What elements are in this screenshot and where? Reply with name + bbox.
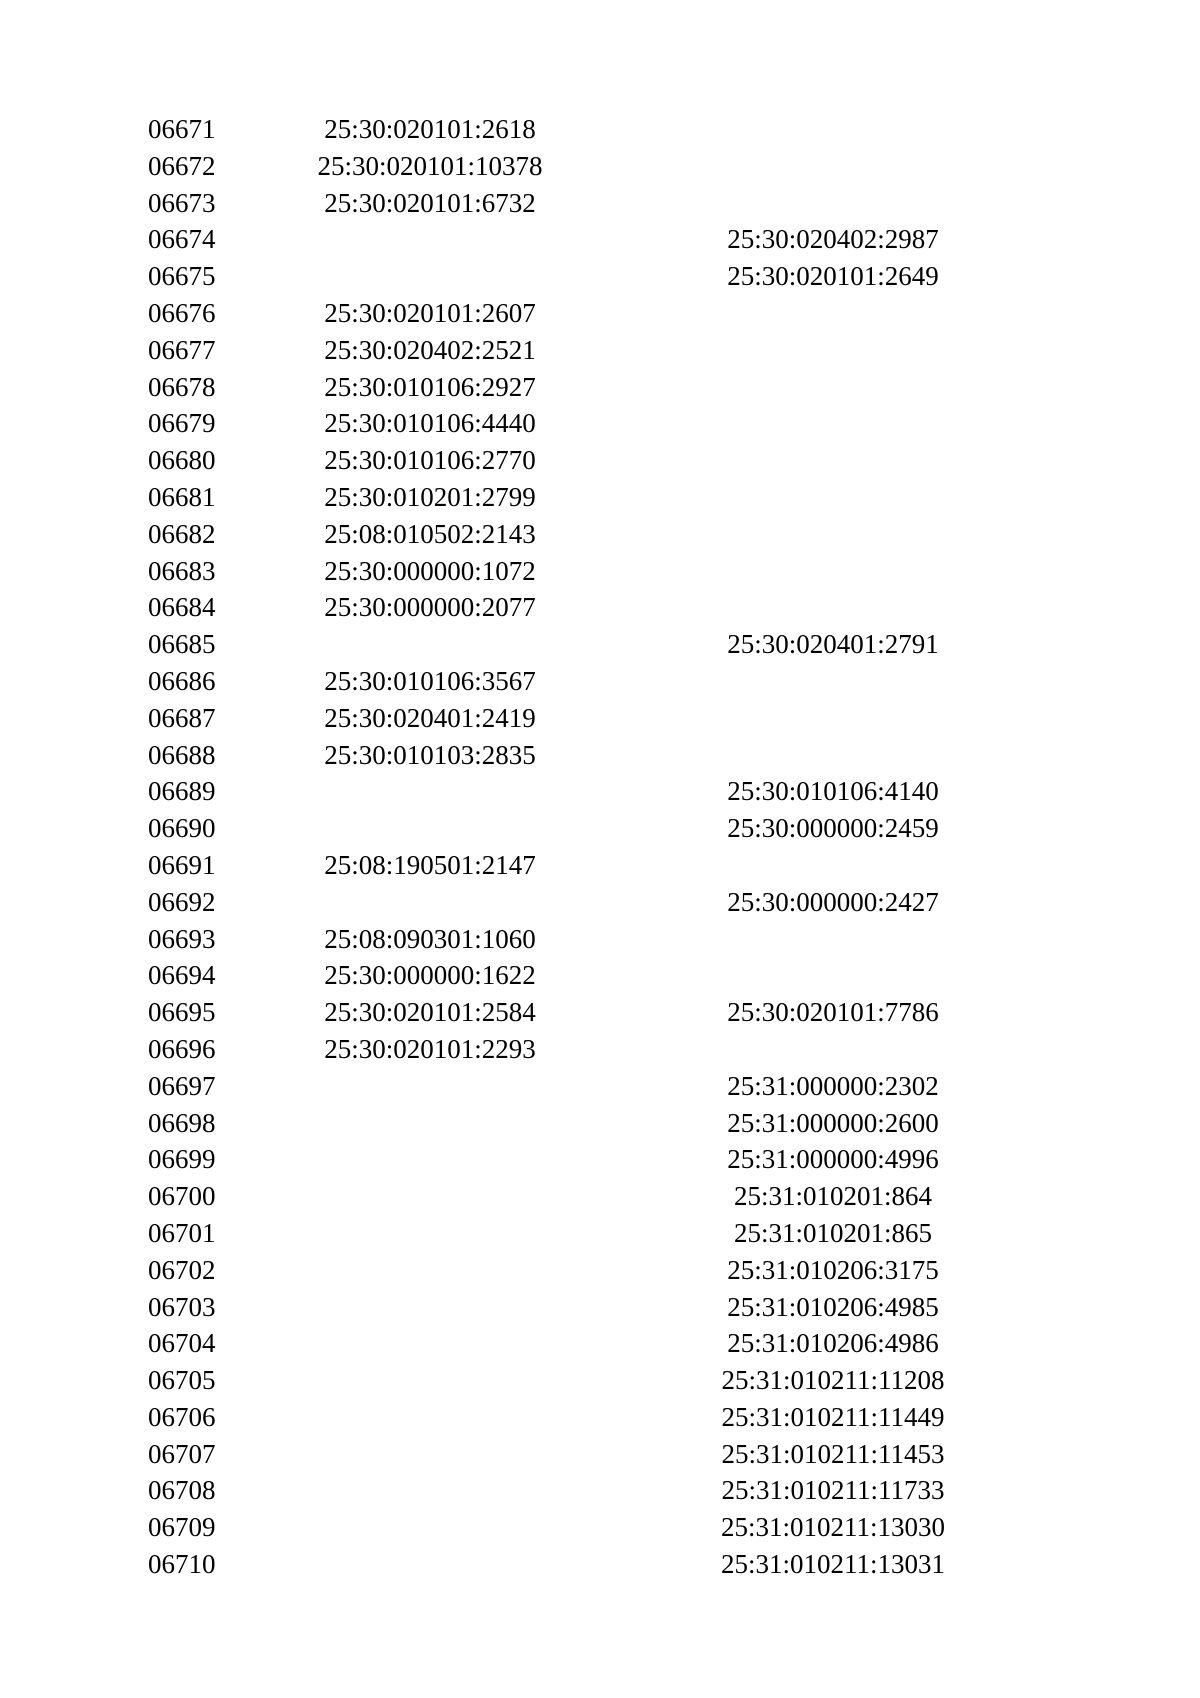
table-row — [0, 810, 1200, 847]
cadastral-number-col-b: 25:31:010211:11733 — [721, 1475, 945, 1506]
cadastral-number-col-b: 25:31:000000:4996 — [727, 1144, 939, 1175]
record-table — [0, 111, 1200, 1583]
record-number: 06706 — [148, 1401, 216, 1432]
cadastral-number-col-a: 25:30:010106:3567 — [324, 665, 536, 696]
record-number: 06704 — [148, 1328, 216, 1359]
table-row — [0, 111, 1200, 148]
record-number: 06708 — [148, 1475, 216, 1506]
table-row — [0, 1252, 1200, 1289]
cadastral-number-col-a: 25:30:020101:2607 — [324, 297, 536, 328]
table-row — [0, 295, 1200, 332]
cadastral-number-col-a: 25:30:010106:2770 — [324, 445, 536, 476]
record-number: 06679 — [148, 408, 216, 439]
table-row — [0, 921, 1200, 958]
table-row — [0, 1031, 1200, 1068]
cadastral-number-col-b: 25:31:010201:865 — [733, 1217, 932, 1248]
table-row — [0, 405, 1200, 442]
record-number: 06677 — [148, 334, 216, 365]
table-row — [0, 148, 1200, 185]
record-number: 06699 — [148, 1144, 216, 1175]
record-number: 06672 — [148, 150, 216, 181]
cadastral-number-col-a: 25:08:090301:1060 — [324, 923, 536, 954]
cadastral-number-col-b: 25:30:020101:2649 — [727, 261, 939, 292]
cadastral-number-col-a: 25:30:020101:10378 — [317, 150, 543, 181]
cadastral-number-col-b: 25:30:010106:4140 — [727, 776, 939, 807]
cadastral-number-col-b: 25:31:010206:4986 — [727, 1328, 939, 1359]
cadastral-number-col-b: 25:31:010211:11208 — [721, 1365, 945, 1396]
record-number: 06676 — [148, 297, 216, 328]
record-number: 06680 — [148, 445, 216, 476]
table-row — [0, 1178, 1200, 1215]
cadastral-number-col-a: 25:30:020101:2584 — [324, 997, 536, 1028]
table-row — [0, 700, 1200, 737]
record-number: 06700 — [148, 1181, 216, 1212]
cadastral-number-col-a: 25:30:020101:2293 — [324, 1033, 536, 1064]
table-row — [0, 185, 1200, 222]
table-row — [0, 1509, 1200, 1546]
table-row — [0, 1105, 1200, 1142]
record-number: 06678 — [148, 371, 216, 402]
table-row — [0, 221, 1200, 258]
record-number: 06690 — [148, 813, 216, 844]
table-row — [0, 1141, 1200, 1178]
cadastral-number-col-a: 25:30:010106:2927 — [324, 371, 536, 402]
record-number: 06710 — [148, 1549, 216, 1580]
record-number: 06709 — [148, 1512, 216, 1543]
record-number: 06686 — [148, 665, 216, 696]
cadastral-number-col-a: 25:30:000000:1622 — [324, 960, 536, 991]
cadastral-number-col-b: 25:31:010211:13030 — [720, 1512, 945, 1543]
cadastral-number-col-b: 25:30:020402:2987 — [727, 224, 939, 255]
table-row — [0, 1215, 1200, 1252]
table-row — [0, 957, 1200, 994]
cadastral-number-col-b: 25:30:020101:7786 — [727, 997, 939, 1028]
cadastral-number-col-b: 25:30:000000:2427 — [727, 886, 939, 917]
cadastral-number-col-a: 25:30:010103:2835 — [324, 739, 536, 770]
cadastral-number-col-b: 25:31:000000:2600 — [727, 1107, 939, 1138]
table-row — [0, 663, 1200, 700]
record-number: 06688 — [148, 739, 216, 770]
record-number: 06684 — [148, 592, 216, 623]
cadastral-number-col-a: 25:30:020401:2419 — [324, 702, 536, 733]
cadastral-number-col-b: 25:31:010211:11449 — [721, 1401, 945, 1432]
record-number: 06695 — [148, 997, 216, 1028]
record-number: 06673 — [148, 187, 216, 218]
cadastral-number-col-a: 25:30:010106:4440 — [324, 408, 536, 439]
table-row — [0, 479, 1200, 516]
table-row — [0, 1399, 1200, 1436]
table-row — [0, 589, 1200, 626]
cadastral-number-col-a: 25:30:020101:2618 — [324, 114, 536, 144]
cadastral-number-col-a: 25:30:010201:2799 — [324, 481, 536, 512]
cadastral-number-col-a: 25:30:000000:2077 — [324, 592, 536, 623]
record-number: 06694 — [148, 960, 216, 991]
record-number: 06674 — [148, 224, 216, 255]
cadastral-number-col-b: 25:31:010211:13031 — [720, 1549, 945, 1580]
record-number: 06682 — [148, 518, 216, 549]
cadastral-number-col-b: 25:31:000000:2302 — [727, 1070, 939, 1101]
record-number: 06683 — [148, 555, 216, 586]
record-number: 06696 — [148, 1033, 216, 1064]
table-row — [0, 884, 1200, 921]
record-number: 06692 — [148, 886, 216, 917]
cadastral-number-col-b: 25:30:000000:2459 — [727, 813, 939, 844]
table-row — [0, 258, 1200, 295]
record-number: 06689 — [148, 776, 216, 807]
record-number: 06705 — [148, 1365, 216, 1396]
table-row — [0, 1068, 1200, 1105]
record-number: 06693 — [148, 923, 216, 954]
cadastral-number-col-b: 25:30:020401:2791 — [727, 629, 939, 660]
record-number: 06698 — [148, 1107, 216, 1138]
record-number: 06691 — [148, 849, 216, 880]
table-row — [0, 737, 1200, 774]
table-row — [0, 994, 1200, 1031]
table-row — [0, 1362, 1200, 1399]
table-row — [0, 442, 1200, 479]
record-number: 06685 — [148, 629, 216, 660]
cadastral-number-col-a: 25:30:000000:1072 — [324, 555, 536, 586]
table-row — [0, 1289, 1200, 1326]
record-number: 06675 — [148, 261, 216, 292]
cadastral-number-col-b: 25:31:010201:864 — [733, 1181, 932, 1212]
table-row — [0, 626, 1200, 663]
cadastral-number-col-a: 25:08:010502:2143 — [324, 518, 536, 549]
table-row — [0, 1546, 1200, 1583]
record-number: 06671 — [148, 114, 216, 144]
cadastral-number-col-b: 25:31:010211:11453 — [721, 1438, 945, 1469]
table-row — [0, 1436, 1200, 1473]
cadastral-number-col-b: 25:31:010206:4985 — [727, 1291, 939, 1322]
record-number: 06701 — [148, 1217, 216, 1248]
cadastral-number-col-a: 25:08:190501:2147 — [324, 849, 536, 880]
record-number: 06702 — [148, 1254, 216, 1285]
table-row — [0, 1325, 1200, 1362]
table-row — [0, 516, 1200, 553]
table-row — [0, 847, 1200, 884]
record-number: 06681 — [148, 481, 216, 512]
cadastral-number-col-a: 25:30:020101:6732 — [324, 187, 536, 218]
table-row — [0, 332, 1200, 369]
table-row — [0, 1472, 1200, 1509]
record-number: 06697 — [148, 1070, 216, 1101]
table-row — [0, 773, 1200, 810]
cadastral-number-col-b: 25:31:010206:3175 — [727, 1254, 939, 1285]
table-row — [0, 553, 1200, 590]
table-row — [0, 369, 1200, 406]
cadastral-number-col-a: 25:30:020402:2521 — [324, 334, 536, 365]
record-number: 06703 — [148, 1291, 216, 1322]
record-number: 06687 — [148, 702, 216, 733]
record-number: 06707 — [148, 1438, 216, 1469]
